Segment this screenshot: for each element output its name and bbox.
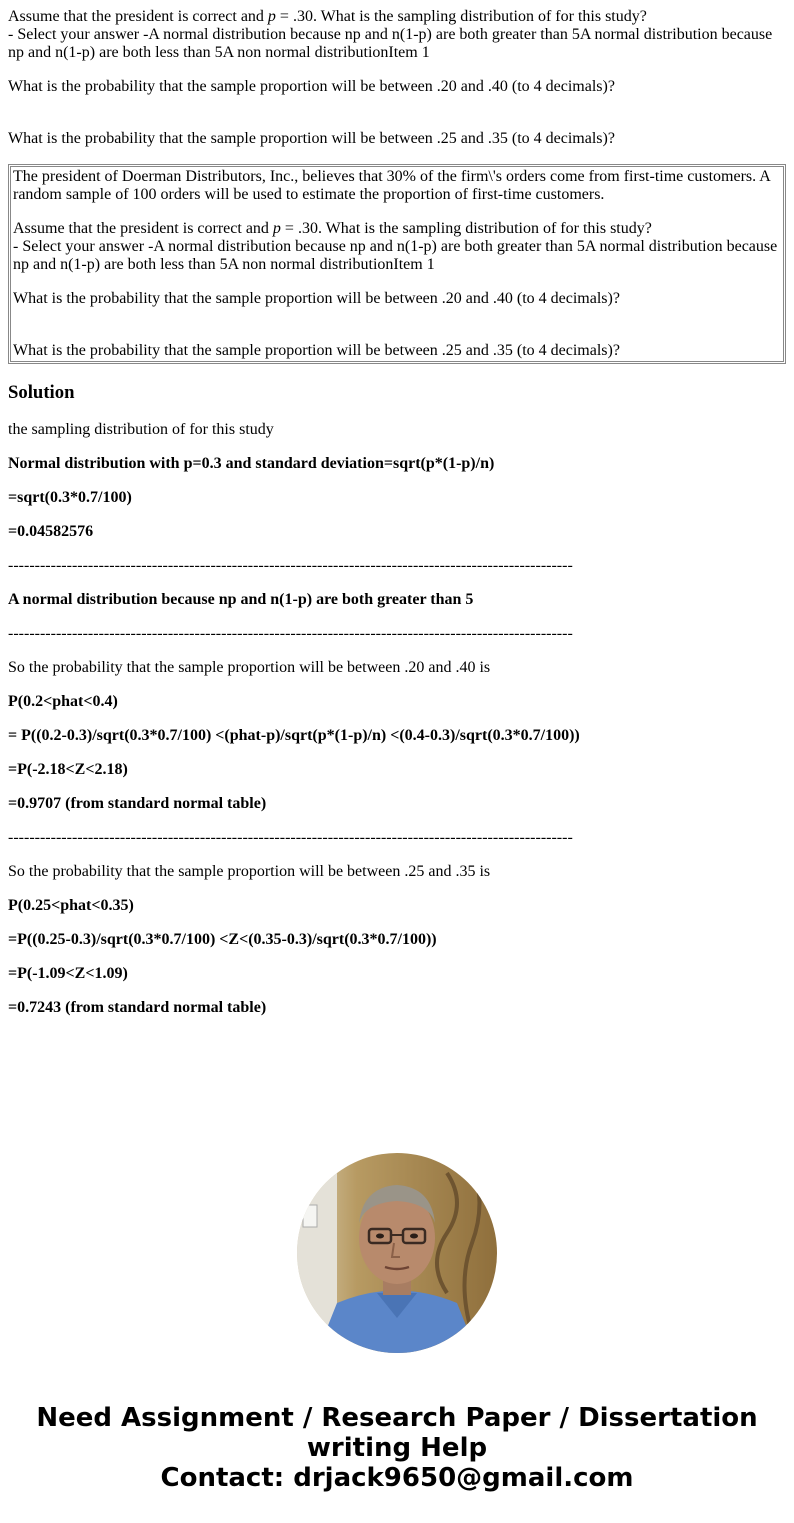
footer-line-1: Need Assignment / Research Paper / Dissertation: [36, 1403, 758, 1433]
solution-line: =0.9707 (from standard normal table): [8, 795, 267, 812]
solution-line: = P((0.2-0.3)/sqrt(0.3*0.7/100) <(phat-p)/sqrt(p*(1-p)/n) <(0.4-0.3)/sqrt(0.3*0.7/100)): [8, 727, 580, 744]
solution-heading: Solution: [8, 382, 75, 403]
solution-line: =sqrt(0.3*0.7/100): [8, 489, 132, 506]
divider: ----------------------------------------------------------------------------------------------------------: [8, 829, 573, 846]
intro-questions: [8, 8, 786, 148]
solution-line: =0.04582576: [8, 523, 94, 540]
divider: ----------------------------------------------------------------------------------------------------------: [8, 557, 573, 574]
question-box: [8, 164, 786, 364]
divider: ----------------------------------------------------------------------------------------------------------: [8, 625, 573, 642]
question-context: The president of Doerman Distributors, Inc., believes that 30% of the firm\'s orders come from first-time customers. A random sample of 100 orders will be used to estimate the proportion of first-time customers.: [13, 168, 770, 203]
intro-question-2: What is the probability that the sample proportion will be between .20 and .40 (to 4 decimals)?: [8, 78, 615, 95]
intro-question-3: What is the probability that the sample proportion will be between .25 and .35 (to 4 decimals)?: [8, 130, 615, 147]
intro-question-1: Assume that the president is correct and p = .30. What is the sampling distribution of for this study? - Select your answer -A normal distribution because np and n(1-p) are both greater than 5A normal distribution because np and n(1-p) are both less than 5A non normal distributionItem 1: [8, 8, 773, 61]
solution-line: =P((0.25-0.3)/sqrt(0.3*0.7/100) <Z<(0.35-0.3)/sqrt(0.3*0.7/100)): [8, 931, 437, 948]
footer-banner: [0, 1403, 794, 1493]
solution-line: P(0.2<phat<0.4): [8, 693, 118, 710]
solution-line: P(0.25<phat<0.35): [8, 897, 134, 914]
footer-line-2: writing Help: [306, 1433, 488, 1463]
solution-line: =0.7243 (from standard normal table): [8, 999, 267, 1016]
solution-line: =P(-1.09<Z<1.09): [8, 965, 128, 982]
solution-line: Normal distribution with p=0.3 and standard deviation=sqrt(p*(1-p)/n): [8, 455, 495, 472]
author-portrait-icon: [297, 1153, 497, 1353]
box-question-3: What is the probability that the sample proportion will be between .25 and .35 (to 4 decimals)?: [13, 342, 620, 359]
solution-body: [8, 421, 786, 1017]
solution-line: =P(-2.18<Z<2.18): [8, 761, 128, 778]
solution-line: the sampling distribution of for this study: [8, 421, 274, 438]
footer-contact: Contact: drjack9650@gmail.com: [160, 1463, 634, 1493]
question-box-cell: [10, 166, 784, 362]
solution-line: A normal distribution because np and n(1-p) are both greater than 5: [8, 591, 474, 608]
solution-line: So the probability that the sample proportion will be between .20 and .40 is: [8, 659, 491, 676]
box-question-1: Assume that the president is correct and p = .30. What is the sampling distribution of for this study? - Select your answer -A normal distribution because np and n(1-p) are both greater than 5A normal distribution because np and n(1-p) are both less than 5A non normal distributionItem 1: [13, 220, 778, 273]
solution-line: So the probability that the sample proportion will be between .25 and .35 is: [8, 863, 491, 880]
document-page: [8, 8, 786, 1033]
author-avatar: [297, 1153, 497, 1353]
box-question-2: What is the probability that the sample proportion will be between .20 and .40 (to 4 decimals)?: [13, 290, 620, 307]
